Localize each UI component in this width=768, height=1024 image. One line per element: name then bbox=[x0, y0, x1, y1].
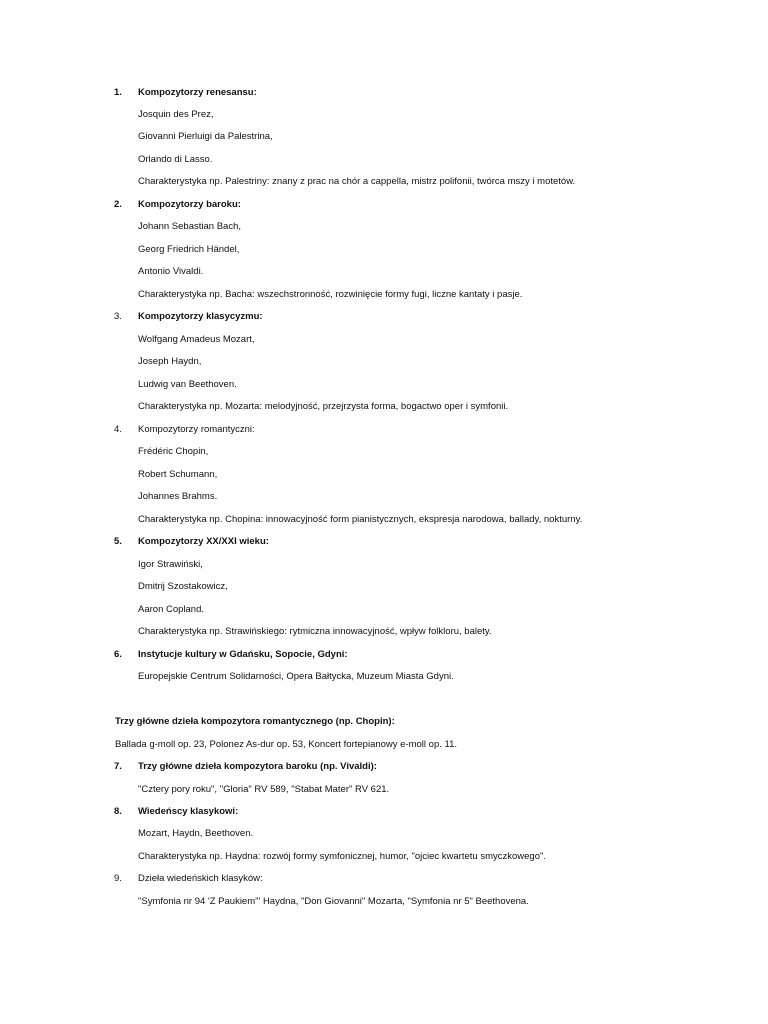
list-number: 3. bbox=[114, 311, 122, 322]
list-item: Igor Strawiński, bbox=[138, 559, 203, 570]
list-number: 2. bbox=[114, 199, 122, 210]
list-item: Georg Friedrich Händel, bbox=[138, 244, 240, 255]
section-heading: Wiedeńscy klasykowi: bbox=[138, 806, 239, 817]
list-item: Europejskie Centrum Solidarności, Opera Bałtycka, Muzeum Miasta Gdyni. bbox=[138, 671, 454, 682]
list-item: Joseph Haydn, bbox=[138, 356, 202, 367]
characteristic-text: Charakterystyka np. Palestriny: znany z prac na chór a cappella, mistrz polifonii, twórca mszy i motetów. bbox=[138, 176, 576, 187]
characteristic-text: Charakterystyka np. Chopina: innowacyjność form pianistycznych, ekspresja narodowa, ballady, nokturny. bbox=[138, 514, 583, 525]
section-heading: Kompozytorzy klasycyzmu: bbox=[138, 311, 263, 322]
list-item: Robert Schumann, bbox=[138, 469, 218, 480]
section-heading: Trzy główne dzieła kompozytora baroku (np. Vivaldi): bbox=[138, 761, 377, 772]
list-item: Orlando di Lasso. bbox=[138, 154, 213, 165]
list-number: 5. bbox=[114, 536, 122, 547]
characteristic-text: Charakterystyka np. Mozarta: melodyjność, przejrzysta forma, bogactwo oper i symfonii. bbox=[138, 401, 509, 412]
section-heading: Trzy główne dzieła kompozytora romantycznego (np. Chopin): bbox=[115, 716, 395, 727]
list-item: Mozart, Haydn, Beethoven. bbox=[138, 828, 254, 839]
list-item: Josquin des Prez, bbox=[138, 109, 214, 120]
list-item: Frédéric Chopin, bbox=[138, 446, 209, 457]
section-heading: Kompozytorzy baroku: bbox=[138, 199, 241, 210]
list-item: Johannes Brahms. bbox=[138, 491, 218, 502]
list-item: Wolfgang Amadeus Mozart, bbox=[138, 334, 255, 345]
characteristic-text: Charakterystyka np. Strawińskiego: rytmiczna innowacyjność, wpływ folkloru, balety. bbox=[138, 626, 492, 637]
characteristic-text: Charakterystyka np. Haydna: rozwój formy symfonicznej, humor, "ojciec kwartetu smyczkowego". bbox=[138, 851, 547, 862]
characteristic-text: Charakterystyka np. Bacha: wszechstronność, rozwinięcie formy fugi, liczne kantaty i pasje. bbox=[138, 289, 523, 300]
list-item: Ballada g-moll op. 23, Polonez As-dur op. 53, Koncert fortepianowy e-moll op. 11. bbox=[115, 739, 458, 750]
list-item: Dmitrij Szostakowicz, bbox=[138, 581, 228, 592]
list-item: Aaron Copland. bbox=[138, 604, 205, 615]
section-heading: Dzieła wiedeńskich klasyków: bbox=[138, 873, 263, 884]
list-item: "Symfonia nr 94 'Z Paukiem'" Haydna, "Don Giovanni" Mozarta, "Symfonia nr 5" Beethovena. bbox=[138, 896, 529, 907]
list-number: 7. bbox=[114, 761, 122, 772]
section-heading: Instytucje kultury w Gdańsku, Sopocie, Gdyni: bbox=[138, 649, 348, 660]
list-item: Johann Sebastian Bach, bbox=[138, 221, 241, 232]
list-item: Giovanni Pierluigi da Palestrina, bbox=[138, 131, 273, 142]
list-number: 9. bbox=[114, 873, 122, 884]
section-heading: Kompozytorzy romantyczni: bbox=[138, 424, 255, 435]
list-item: "Cztery pory roku", "Gloria" RV 589, "Stabat Mater" RV 621. bbox=[138, 784, 390, 795]
list-number: 8. bbox=[114, 806, 122, 817]
list-number: 4. bbox=[114, 424, 122, 435]
list-number: 6. bbox=[114, 649, 122, 660]
list-item: Antonio Vivaldi. bbox=[138, 266, 204, 277]
section-heading: Kompozytorzy renesansu: bbox=[138, 87, 257, 98]
section-heading: Kompozytorzy XX/XXI wieku: bbox=[138, 536, 269, 547]
list-number: 1. bbox=[114, 87, 122, 98]
list-item: Ludwig van Beethoven. bbox=[138, 379, 237, 390]
